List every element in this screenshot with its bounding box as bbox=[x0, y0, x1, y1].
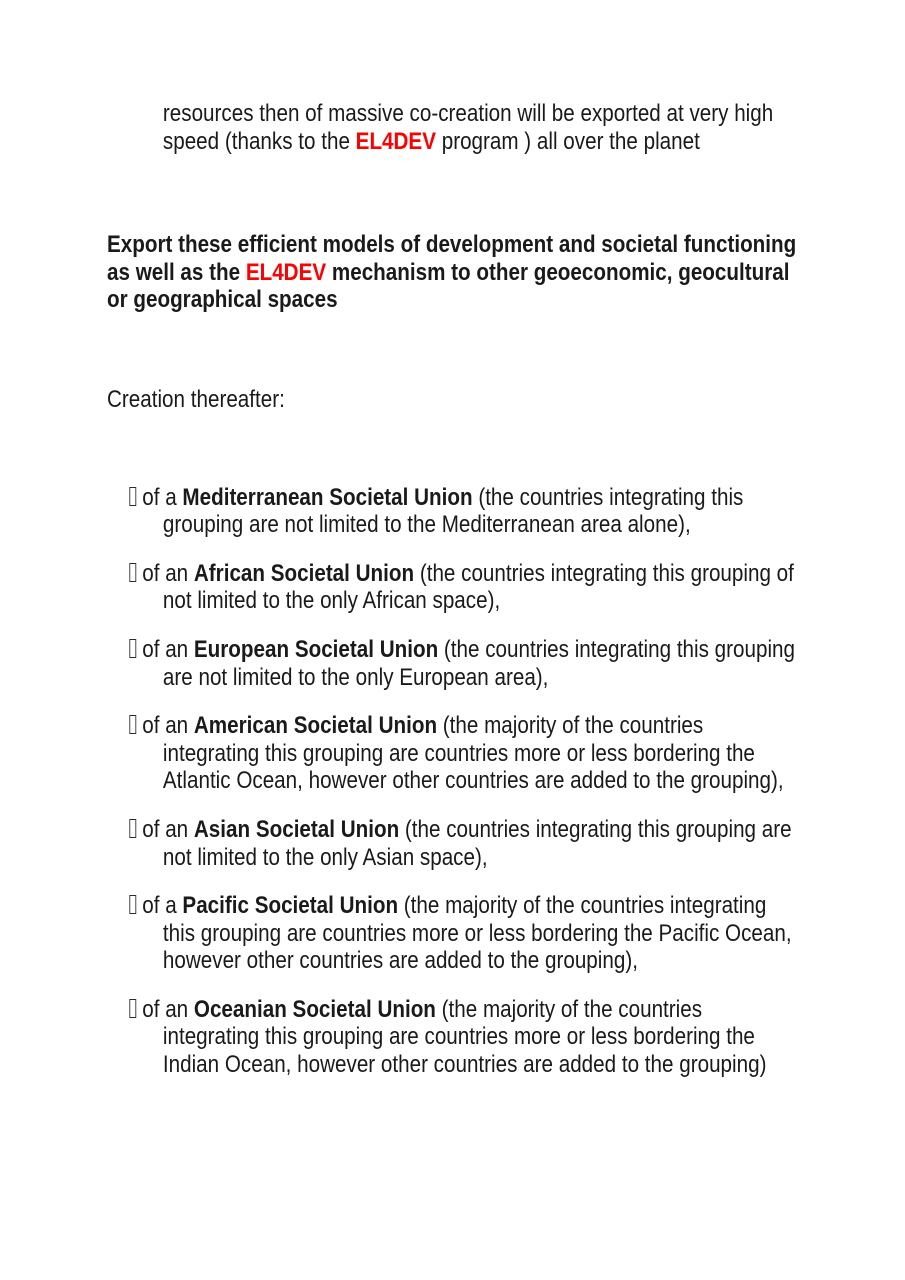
missing-glyph-bullet-icon bbox=[129, 715, 136, 734]
document-content bbox=[107, 0, 797, 1079]
union-name: African Societal Union bbox=[193, 559, 415, 587]
union-name: Oceanian Societal Union bbox=[193, 995, 436, 1023]
el4dev-highlight: EL4DEV bbox=[355, 127, 436, 155]
item-lead: of a bbox=[142, 483, 183, 511]
union-name: Mediterranean Societal Union bbox=[182, 483, 473, 511]
item-lead: of a bbox=[142, 892, 183, 920]
creation-thereafter-label: Creation thereafter: bbox=[107, 385, 285, 413]
list-item-american bbox=[107, 712, 797, 795]
missing-glyph-bullet-icon bbox=[129, 563, 136, 582]
union-name: European Societal Union bbox=[193, 635, 439, 663]
item-lead: of an bbox=[142, 559, 194, 587]
missing-glyph-bullet-icon bbox=[129, 819, 136, 838]
item-rest: (the countries integrating this grouping are not limited to the only European area), bbox=[162, 635, 796, 691]
heading-text-pre: Export these efficient models of development and societal functioning as well as the bbox=[107, 231, 797, 286]
heading-text-post: mechanism to other geoeconomic, geocultural or geographical spaces bbox=[107, 258, 790, 314]
item-rest: (the countries integrating this grouping are not limited to the only Asian space), bbox=[162, 815, 792, 871]
item-rest: (the majority of the countries integrating this grouping are countries more or less bordering the Pacific Ocean, however other countries are added to the grouping), bbox=[162, 892, 792, 975]
item-lead: of an bbox=[142, 635, 194, 663]
item-lead: of an bbox=[142, 815, 194, 843]
list-item-european bbox=[107, 636, 797, 691]
section-heading bbox=[107, 231, 797, 314]
item-lead: of an bbox=[142, 995, 194, 1023]
union-name: American Societal Union bbox=[193, 712, 438, 740]
union-name: Pacific Societal Union bbox=[182, 892, 399, 920]
item-rest: (the countries integrating this grouping of not limited to the only African space), bbox=[162, 559, 794, 615]
item-lead: of an bbox=[142, 712, 194, 740]
item-rest: (the majority of the countries integrating this grouping are countries more or less bordering the Indian Ocean, however other countries are added to the grouping) bbox=[162, 995, 767, 1079]
intro-text-pre: resources then of massive co-creation will be exported at very high speed (thanks to the bbox=[162, 100, 774, 155]
list-item-pacific bbox=[107, 892, 797, 975]
missing-glyph-bullet-icon bbox=[129, 639, 136, 658]
intro-text-post: program ) all over the planet bbox=[435, 127, 700, 155]
list-item-african bbox=[107, 560, 797, 615]
missing-glyph-bullet-icon bbox=[129, 895, 136, 914]
societal-unions-list bbox=[107, 484, 797, 1079]
el4dev-highlight: EL4DEV bbox=[245, 258, 327, 286]
list-item-asian bbox=[107, 816, 797, 871]
missing-glyph-bullet-icon bbox=[129, 999, 136, 1018]
intro-paragraph bbox=[163, 100, 797, 155]
list-item-oceanian bbox=[107, 996, 797, 1079]
missing-glyph-bullet-icon bbox=[129, 487, 136, 506]
list-item-mediterranean bbox=[107, 484, 797, 539]
union-name: Asian Societal Union bbox=[193, 815, 400, 843]
item-rest: (the majority of the countries integrating this grouping are countries more or less bordering the Atlantic Ocean, however other countries are added to the grouping), bbox=[162, 712, 784, 795]
item-rest: (the countries integrating this grouping are not limited to the Mediterranean area alone), bbox=[162, 483, 744, 539]
